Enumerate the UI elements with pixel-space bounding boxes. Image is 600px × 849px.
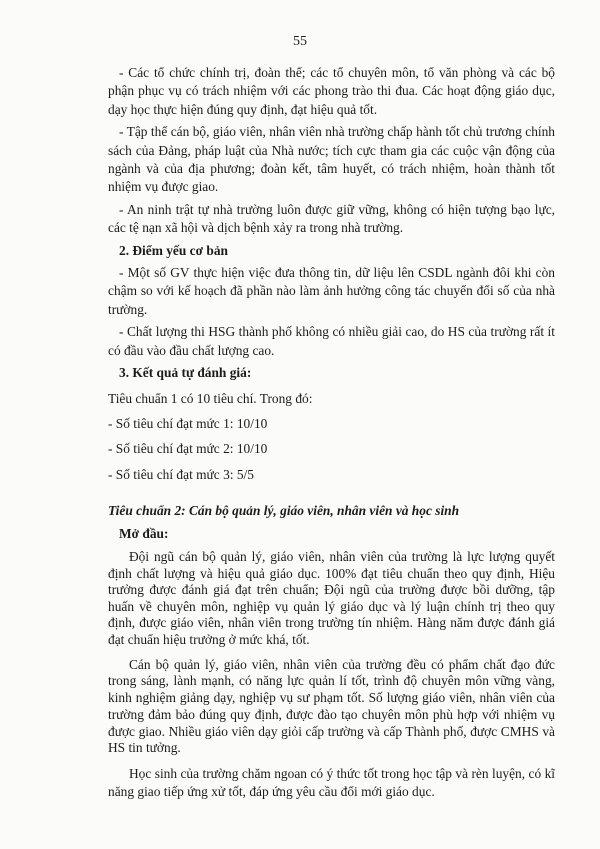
- introduction-heading: Mở đầu:: [119, 525, 169, 541]
- paragraph-weakness-data: - Một số GV thực hiện việc đưa thông tin, dữ liệu lên CSDL ngành đôi khi còn chậm so với kế hoạch đã phần nào làm ảnh hưởng công tác chuyển đổi số của nhà trường.: [108, 265, 555, 317]
- page-number: 55: [293, 34, 307, 49]
- paragraph-students: Học sinh của trường chăm ngoan có ý thức tốt trong học tập và rèn luyện, có kĩ năng giao tiếp ứng xử tốt, đáp ứng yêu cầu đổi mới giáo dục.: [108, 766, 555, 800]
- paragraph-staff-compliance: - Tập thể cán bộ, giáo viên, nhân viên nhà trường chấp hành tốt chủ trương chính sách của Đảng, pháp luật của Nhà nước; tích cực tham gia các cuộc vận động của ngành và của địa phương; đoàn kết, tâm huyết, có trách nhiệm, hoàn thành tốt nhiệm vụ được giao.: [108, 124, 555, 195]
- criteria-summary: Tiêu chuẩn 1 có 10 tiêu chí. Trong đó:: [108, 390, 313, 406]
- paragraph-security: - An ninh trật tự nhà trường luôn được giữ vững, không có hiện tượng bạo lực, các tệ nạn xã hội và dịch bệnh xảy ra trong nhà trường.: [108, 201, 555, 236]
- paragraph-staff-qualities: Cán bộ quản lý, giáo viên, nhân viên của trường đều có phẩm chất đạo đức trong sáng, lành mạnh, có năng lực quản lí tốt, trình độ chuyên môn vững vàng, kinh nghiệm giảng dạy, nghiệp vụ sư phạm tốt. Số lượng giáo viên, nhân viên của trường đảm bảo đúng quy định, được đào tạo chuyên môn phù hợp với nhiệm vụ được giao. Nhiều giáo viên dạy giỏi cấp trường và cấp Thành phố, được CMHS và HS tin tưởng.: [108, 656, 555, 756]
- criteria-level-1: - Số tiêu chí đạt mức 1: 10/10: [108, 415, 268, 431]
- criteria-level-2: - Số tiêu chí đạt mức 2: 10/10: [108, 441, 268, 457]
- criteria-level-3: - Số tiêu chí đạt mức 3: 5/5: [108, 466, 254, 482]
- standard-2-title: Tiêu chuẩn 2: Cán bộ quản lý, giáo viên, nhân viên và học sinh: [108, 503, 460, 519]
- paragraph-organizations: - Các tổ chức chính trị, đoàn thể; các tổ chuyên môn, tổ văn phòng và các bộ phận phục vụ có trách nhiệm với các phong trào thi đua. Các hoạt động giáo dục, dạy học thực hiện đúng quy định, đạt hiệu quả tốt.: [108, 65, 555, 117]
- paragraph-staff-team: Đội ngũ cán bộ quản lý, giáo viên, nhân viên của trường là lực lượng quyết định chất lượng và hiệu quả giáo dục. 100% đạt tiêu chuẩn theo quy định, Hiệu trưởng được đánh giá đạt trên chuẩn; Đội ngũ của trường được bồi dưỡng, tập huấn về chuyên môn, nghiệp vụ quản lý giáo dục và lý luận chính trị theo quy định, được giáo viên, nhân viên trong trường tín nhiệm. Hàng năm được đánh giá đạt chuẩn hiệu trưởng ở mức khá, tốt.: [108, 548, 555, 647]
- page-content: [108, 64, 555, 802]
- heading-self-assessment: 3. Kết quả tự đánh giá:: [119, 365, 252, 381]
- paragraph-weakness-hsg: - Chất lượng thi HSG thành phố không có nhiều giải cao, do HS của trường rất ít có đầu vào đầu chất lượng cao.: [108, 324, 555, 358]
- heading-weaknesses: 2. Điểm yếu cơ bản: [119, 242, 228, 258]
